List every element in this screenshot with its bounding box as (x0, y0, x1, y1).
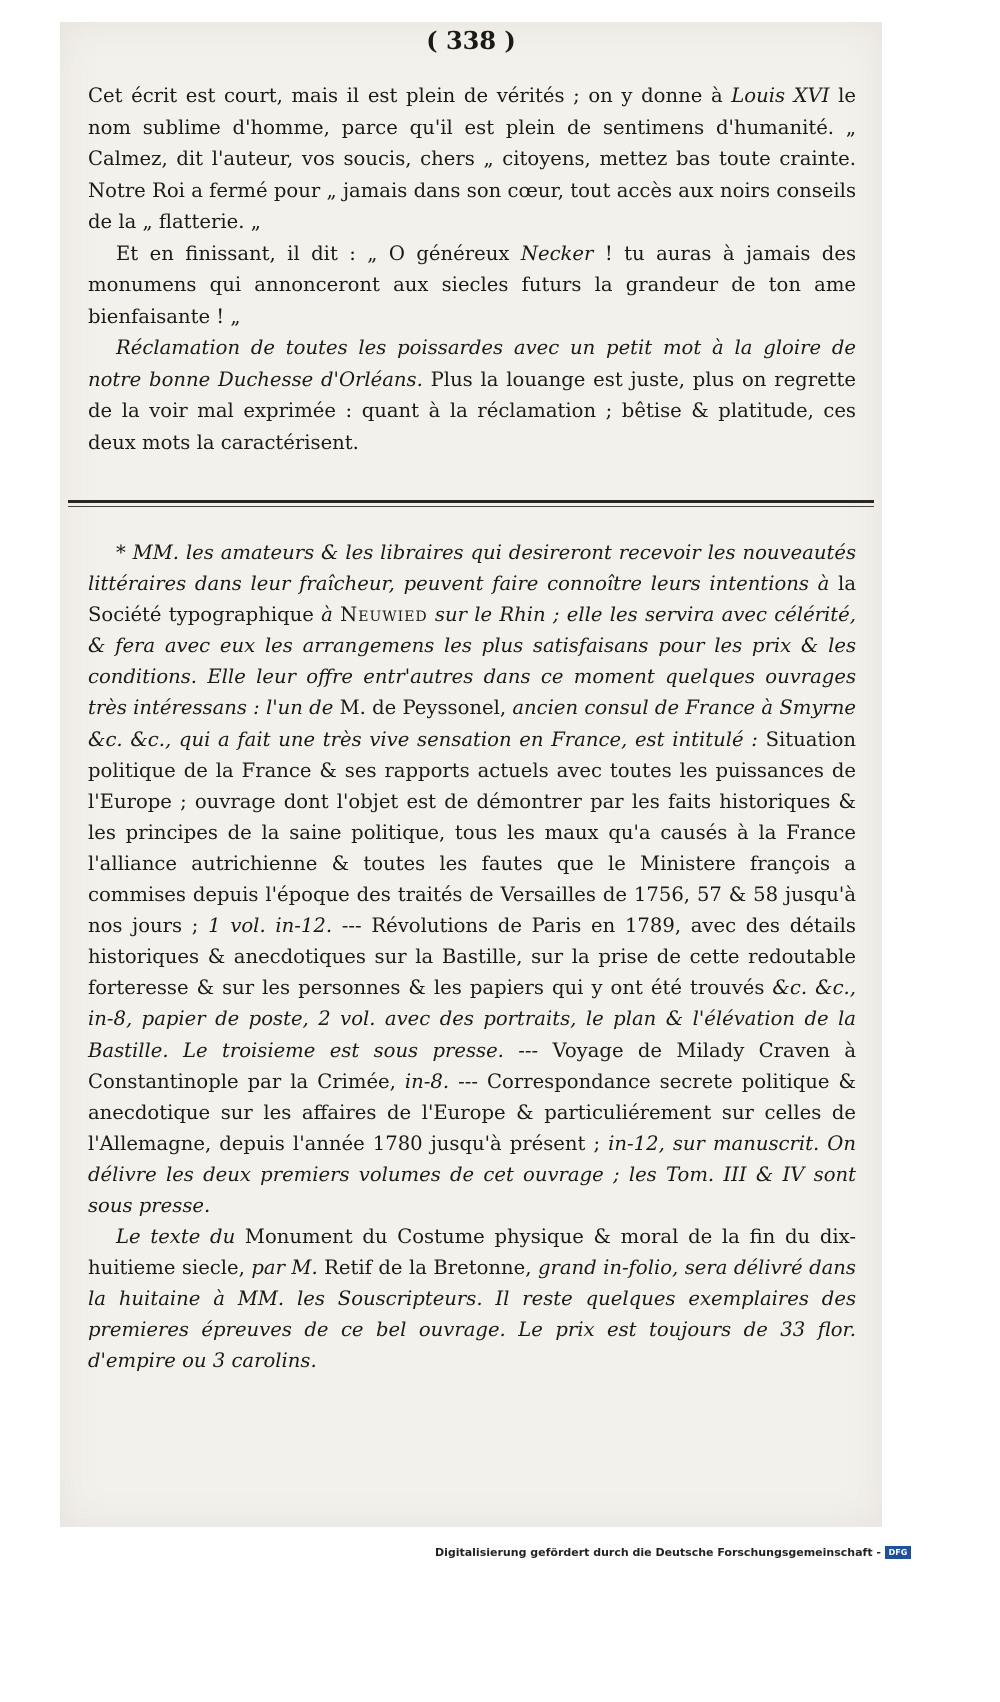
digitization-credit (435, 1546, 911, 1559)
text-run-italic: sur le Rhin ; elle les servira avec célérité, & fera avec eux les arrangemens les plus satisfaisans pour les prix & les conditions. Elle leur offre entr'autres dans ce moment quelques ouvrages très intéressans : l'un de (88, 603, 856, 720)
text-run: Situation politique de la France & ses rapports actuels avec toutes les puissances de l'Europe ; ouvrage dont l'objet est de démontrer par les faits historiques & les principes de la saine politique, tous les maux qu'a causés à la France l'alliance autrichienne & toutes les fautes que le Ministere françois a commises depuis l'époque des traités de Versailles de 1756, 57 & 58 jusqu'à nos jours ; (88, 727, 856, 938)
text-run-italic: in-8. (395, 1069, 459, 1093)
text-run-italic: à (321, 603, 341, 627)
document-page (60, 22, 882, 1527)
text-run-italic: * MM. les amateurs & les libraires qui desireront recevoir les nouveautés littéraires dans leur fraîcheur, peuvent faire connoître leurs intentions à (88, 541, 856, 596)
text-run-italic: Le texte du (116, 1225, 245, 1249)
text-run-italic: Louis XVI (731, 84, 830, 107)
credit-text: Digitalisierung gefördert durch die Deutsche Forschungsgemeinschaft - (434, 1546, 881, 1559)
review-section (88, 80, 856, 458)
notice-paragraph (88, 1221, 856, 1376)
notice-paragraph (88, 537, 856, 1221)
text-run-italic: ancien consul de France à Smyrne &c. &c., qui a fait une très vive sensation en France, est intitulé : (88, 696, 856, 751)
page-number: ( 338 ) (426, 26, 516, 55)
text-run-italic: grand in-folio, sera délivré dans la huitaine à MM. les Souscripteurs. Il reste quelques exemplaires des premieres épreuves de ce bel ouvrage. Le prix est toujours de 33 flor. d'empire ou 3 carolins. (88, 1256, 856, 1373)
text-run: --- Révolutions de Paris en 1789, avec des détails historiques & anecdotiques sur la Bastille, sur la prise de cette redoutable forteresse & sur les personnes & les papiers qui y ont été trouvés (88, 914, 856, 1000)
section-divider-thin (68, 506, 874, 507)
text-run: la Société typographique (88, 572, 856, 627)
review-paragraph (88, 238, 856, 333)
text-run: Monument du Costume physique & moral de la fin du dix-huitieme siecle, (88, 1225, 856, 1280)
text-run: Retif de la Bretonne, (324, 1256, 532, 1280)
text-run: --- Correspondance secrete politique & anecdotique sur les affaires de l'Europe & particuliérement sur celles de l'Allemagne, depuis l'année 1780 jusqu'à présent ; (88, 1069, 856, 1155)
review-paragraph (88, 80, 856, 238)
publisher-notice (88, 537, 856, 1377)
text-run: Cet écrit est court, mais il est plein de vérités ; on y donne à (88, 84, 732, 107)
text-run: Et en finissant, il dit : „ O généreux (116, 241, 521, 265)
text-run-italic: par M. (244, 1256, 325, 1280)
section-divider (68, 500, 874, 503)
text-run: Plus la louange est juste, plus on regrette de la voir mal exprimée : quant à la réclamation ; bêtise & platitude, ces deux mots la caractérisent. (88, 367, 857, 454)
text-run: --- Voyage de Milady Craven à Constantinople par la Crimée, (88, 1038, 856, 1093)
dfg-logo-icon: DFG (885, 1546, 911, 1559)
review-paragraph (88, 332, 856, 458)
text-run-italic: Réclamation de toutes les poissardes avec un petit mot à la gloire de notre bonne Duchesse d'Orléans. (88, 336, 856, 391)
text-run-italic: 1 vol. in-12. (198, 914, 342, 938)
text-run: le nom sublime d'homme, parce qu'il est plein de sentimens d'humanité. „ Calmez, dit l'auteur, vos soucis, chers „ citoyens, mettez bas toute crainte. Notre Roi a fermé pour „ jamais dans son cœur, tout accès aux noirs conseils de la „ flatterie. „ (88, 84, 856, 233)
text-run: M. de Peyssonel, (339, 696, 507, 720)
text-run-italic: in-12, sur manuscrit. On délivre les deux premiers volumes de cet ouvrage ; les Tom. III & IV sont sous presse. (88, 1131, 856, 1217)
text-run-italic: Necker (520, 241, 594, 265)
text-run-smallcaps: Neuwied (340, 603, 428, 627)
text-run-italic: &c. &c., in-8, papier de poste, 2 vol. avec des portraits, le plan & l'élévation de la Bastille. Le troisieme est sous presse. (88, 976, 856, 1062)
text-run: ! tu auras à jamais des monumens qui annonceront aux siecles futurs la grandeur de ton ame bienfaisante ! „ (88, 241, 857, 328)
